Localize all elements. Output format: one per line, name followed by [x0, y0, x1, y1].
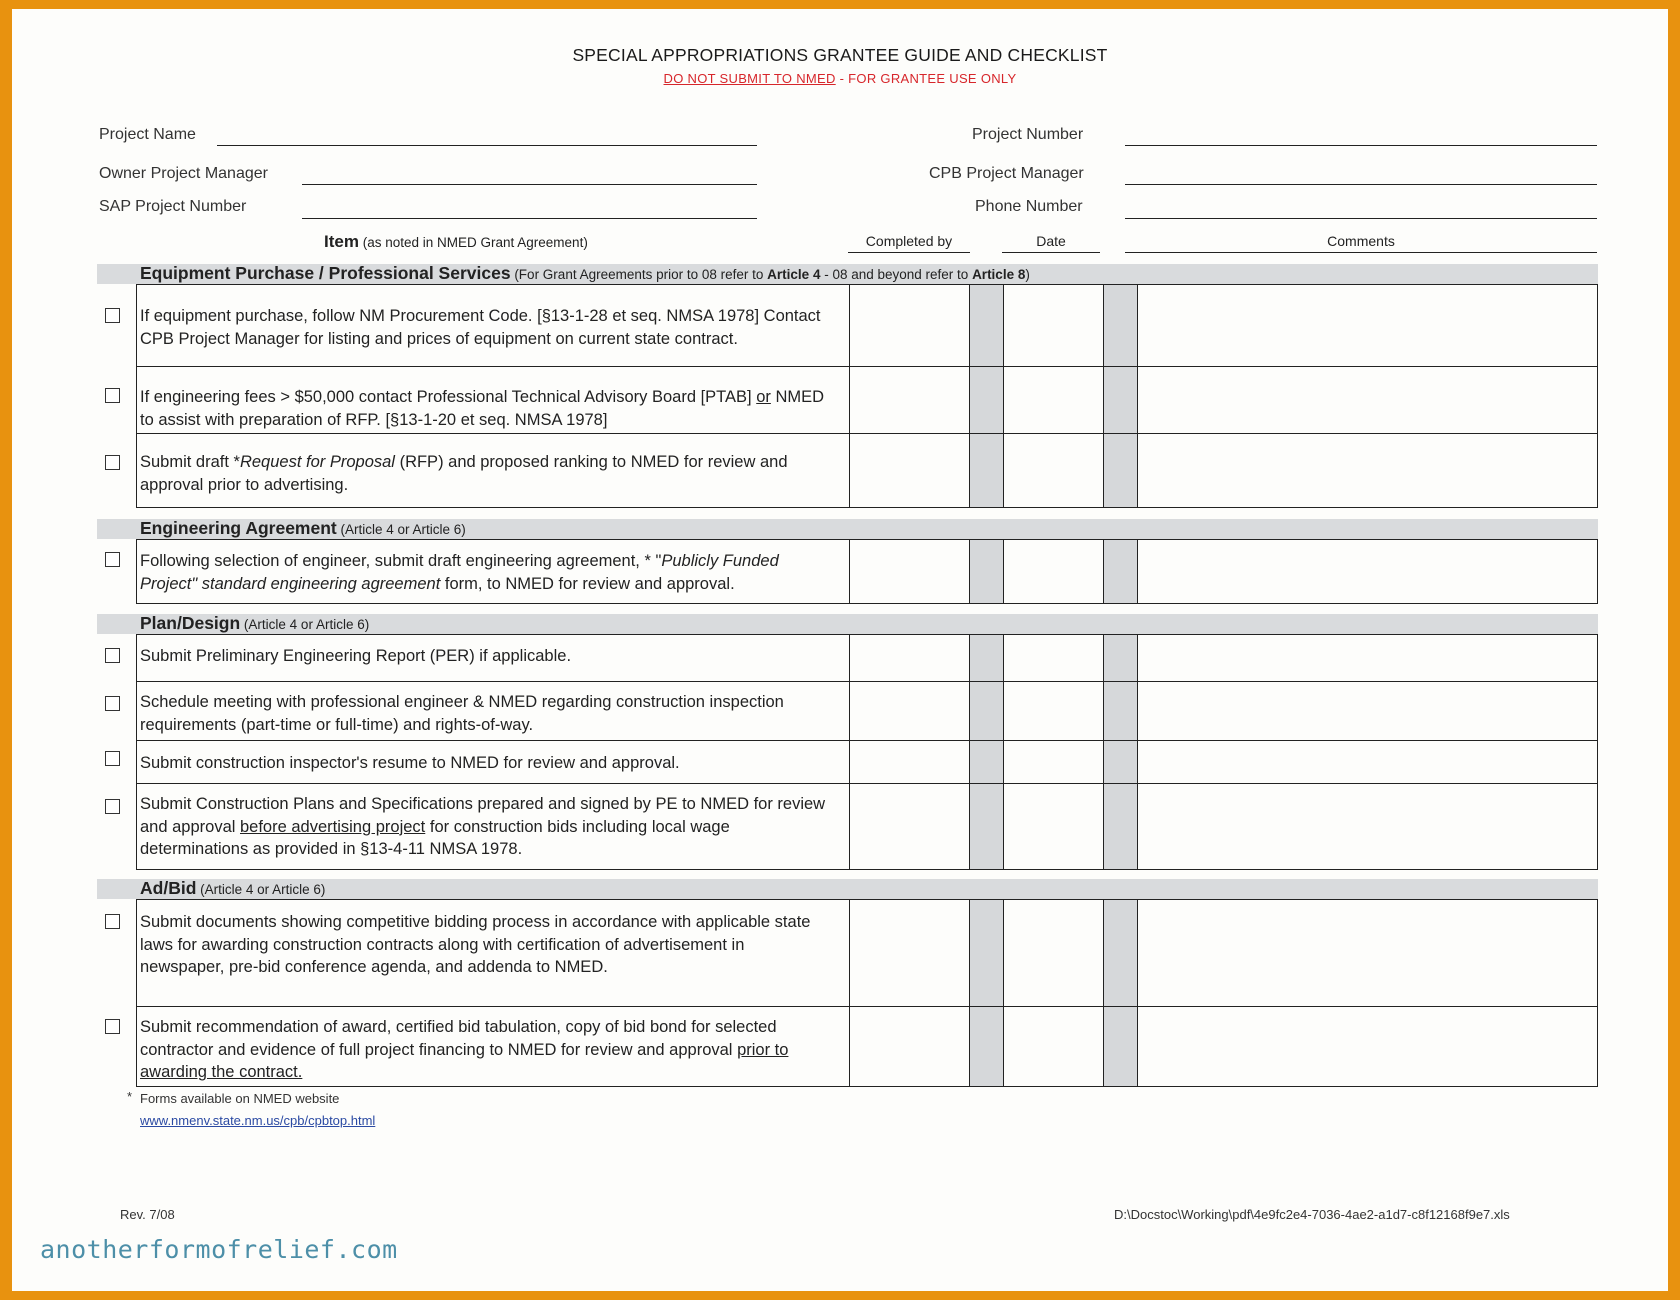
project-name-label: Project Name: [99, 126, 196, 143]
sap-number-label: SAP Project Number: [99, 198, 247, 215]
date-header: Date: [1036, 233, 1066, 249]
project-number-field[interactable]: [1125, 145, 1597, 146]
sap-number-field[interactable]: [302, 218, 757, 219]
subtitle-rest: - FOR GRANTEE USE ONLY: [835, 71, 1017, 86]
owner-pm-field[interactable]: [302, 184, 757, 185]
completed-by-header: Completed by: [865, 233, 953, 249]
phone-number-label: Phone Number: [975, 198, 1083, 215]
section-title-equipment: Equipment Purchase / Professional Services (For Grant Agreements prior to 08 refer to Article 4 - 08 and beyond refer to Article 8): [140, 263, 1030, 283]
nmed-website-link[interactable]: www.nmenv.state.nm.us/cpb/cpbtop.html: [140, 1113, 376, 1128]
item-plan-3: Submit construction inspector's resume to NMED for review and approval.: [140, 754, 680, 772]
project-name-field[interactable]: [217, 145, 757, 146]
footnote-star: *: [127, 1089, 133, 1104]
date-header-line: [1002, 252, 1100, 253]
phone-number-field[interactable]: [1125, 218, 1597, 219]
checkbox-plan-3[interactable]: [105, 751, 120, 766]
completed-by-header-line: [848, 252, 970, 253]
checkbox-plan-1[interactable]: [105, 648, 120, 663]
checkbox-adbid-2[interactable]: [105, 1019, 120, 1034]
item-plan-1: Submit Preliminary Engineering Report (PER) if applicable.: [140, 647, 572, 665]
item-plan-4: Submit Construction Plans and Specifications prepared and signed by PE to NMED for review and approval before advertising project for construction bids including local wage determinations as provided in §13-4-11 NMSA 1978.: [140, 795, 826, 858]
item-equipment-3: Submit draft *Request for Proposal (RFP) and proposed ranking to NMED for review and approval prior to advertising.: [140, 453, 788, 494]
checkbox-equipment-1[interactable]: [105, 308, 120, 323]
footnote-text: Forms available on NMED website: [140, 1091, 340, 1106]
cpb-pm-label: CPB Project Manager: [929, 165, 1084, 182]
document-subtitle: [12, 71, 1668, 86]
owner-pm-label: Owner Project Manager: [99, 165, 268, 182]
comments-header-line: [1125, 252, 1597, 253]
document-page: [12, 9, 1668, 1291]
checkbox-equipment-3[interactable]: [105, 455, 120, 470]
section-title-engineering: Engineering Agreement (Article 4 or Article 6): [140, 518, 466, 538]
site-watermark: anotherformofrelief.com: [40, 1235, 398, 1264]
item-adbid-1: Submit documents showing competitive bidding process in accordance with applicable state laws for awarding construction contracts along with certification of advertisement in newspaper, pre-bid conference agenda, and addenda to NMED.: [140, 913, 811, 976]
document-title: SPECIAL APPROPRIATIONS GRANTEE GUIDE AND CHECKLIST: [572, 45, 1108, 65]
project-number-label: Project Number: [972, 126, 1084, 143]
subtitle-warning: DO NOT SUBMIT TO NMED: [663, 71, 836, 86]
checkbox-plan-2[interactable]: [105, 696, 120, 711]
item-column-header: Item (as noted in NMED Grant Agreement): [324, 232, 588, 251]
item-equipment-1: If equipment purchase, follow NM Procurement Code. [§13-1-28 et seq. NMSA 1978] Contact CPB Project Manager for listing and prices of equipment on current state contract.: [140, 307, 821, 348]
checkbox-equipment-2[interactable]: [105, 388, 120, 403]
comments-header: Comments: [1327, 233, 1395, 249]
revision-label: Rev. 7/08: [120, 1207, 175, 1222]
item-adbid-2: Submit recommendation of award, certified bid tabulation, copy of bid bond for selected contractor and evidence of full project financing to NMED for review and approval prior to awarding the contract.: [140, 1018, 789, 1081]
checkbox-engineering-1[interactable]: [105, 552, 120, 567]
item-engineering-1: Following selection of engineer, submit draft engineering agreement, * "Publicly Funded Project" standard engineering agreement form, to NMED for review and approval.: [140, 552, 779, 593]
item-plan-2: Schedule meeting with professional engineer & NMED regarding construction inspection requirements (part-time or full-time) and rights-of-way.: [140, 693, 784, 734]
cpb-pm-field[interactable]: [1125, 184, 1597, 185]
section-title-plan: Plan/Design (Article 4 or Article 6): [140, 613, 370, 633]
item-equipment-2: If engineering fees > $50,000 contact Professional Technical Advisory Board [PTAB] or NMED to assist with preparation of RFP. [§13-1-20 et seq. NMSA 1978]: [140, 388, 825, 429]
checkbox-plan-4[interactable]: [105, 799, 120, 814]
file-path: D:\Docstoc\Working\pdf\4e9fc2e4-7036-4ae2-a1d7-c8f12168f9e7.xls: [1114, 1207, 1510, 1222]
section-title-adbid: Ad/Bid (Article 4 or Article 6): [140, 878, 326, 898]
checkbox-adbid-1[interactable]: [105, 914, 120, 929]
